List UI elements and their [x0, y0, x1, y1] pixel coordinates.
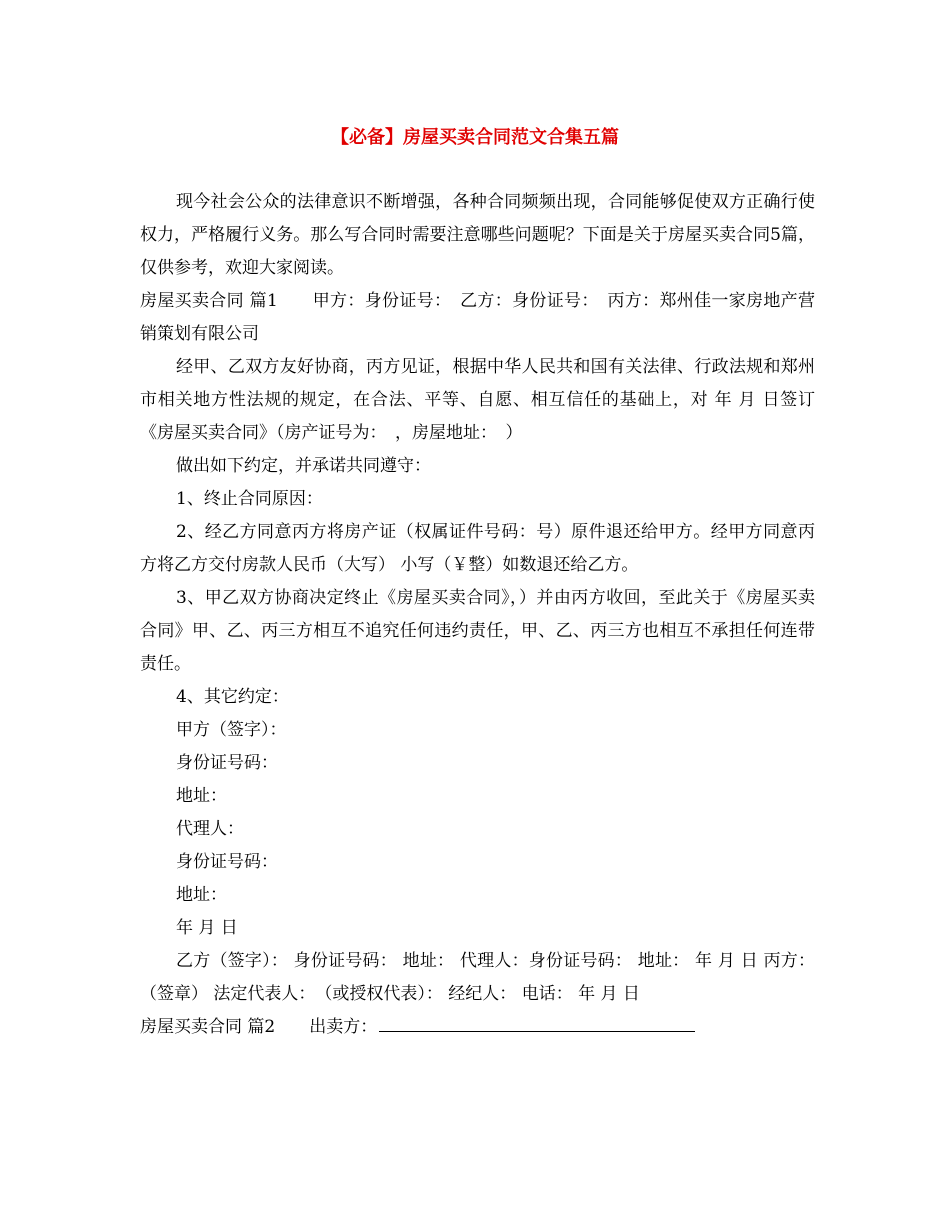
address-field-1: 地址： [176, 786, 227, 806]
contract2-heading [140, 1011, 815, 1044]
party-b-c-signature-block: 乙方（签字）： 身份证号码： 地址： 代理人：身份证号码： 地址： 年 月 日 丙方：（签章） 法定代表人： （或授权代表）： 经纪人： 电话： 年 月 日 [140, 951, 815, 1004]
date-field: 年 月 日 [176, 918, 238, 938]
clause-2: 2、经乙方同意丙方将房产证（权属证件号码：号）原件退还给甲方。经甲方同意丙方将乙方交付房款人民币（大写） 小写（￥整）如数退还给乙方。 [140, 522, 815, 575]
paragraph-agreement: 经甲、乙双方友好协商，丙方见证，根据中华人民共和国有关法律、行政法规和郑州市相关地方性法规的规定，在合法、平等、自愿、相互信任的基础上，对 年 月 日签订《房屋买卖合同》（房产证号为： ，房屋地址： ） [140, 357, 815, 443]
agent-field: 代理人： [176, 819, 244, 839]
party-a-signature-field: 甲方（签字）： [176, 720, 287, 740]
document-title: 【必备】房屋买卖合同范文合集五篇 [331, 127, 619, 148]
clause-4: 4、其它约定： [176, 687, 289, 707]
seller-blank-line [379, 1030, 695, 1032]
id-number-field-1: 身份证号码： [176, 753, 278, 773]
contract1-heading: 房屋买卖合同 篇1 甲方：身份证号： 乙方：身份证号： 丙方：郑州佳一家房地产营销策划有限公司 [140, 291, 815, 344]
id-number-field-2: 身份证号码： [176, 852, 278, 872]
document-body [140, 186, 815, 1044]
clause-1: 1、终止合同原因： [176, 489, 323, 509]
contract2-heading-text: 房屋买卖合同 篇2 出卖方： [140, 1017, 378, 1037]
intro-paragraph: 现今社会公众的法律意识不断增强，各种合同频频出现，合同能够促使双方正确行使权力，严格履行义务。那么写合同时需要注意哪些问题呢？下面是关于房屋买卖合同5篇，仅供参考，欢迎大家阅读。 [140, 192, 815, 278]
clause-3: 3、甲乙双方协商决定终止《房屋买卖合同》，）并由丙方收回，至此关于《房屋买卖合同》甲、乙、丙三方相互不追究任何违约责任，甲、乙、丙三方也相互不承担任何连带责任。 [140, 588, 815, 674]
address-field-2: 地址： [176, 885, 227, 905]
paragraph-conventions: 做出如下约定，并承诺共同遵守： [176, 456, 431, 476]
